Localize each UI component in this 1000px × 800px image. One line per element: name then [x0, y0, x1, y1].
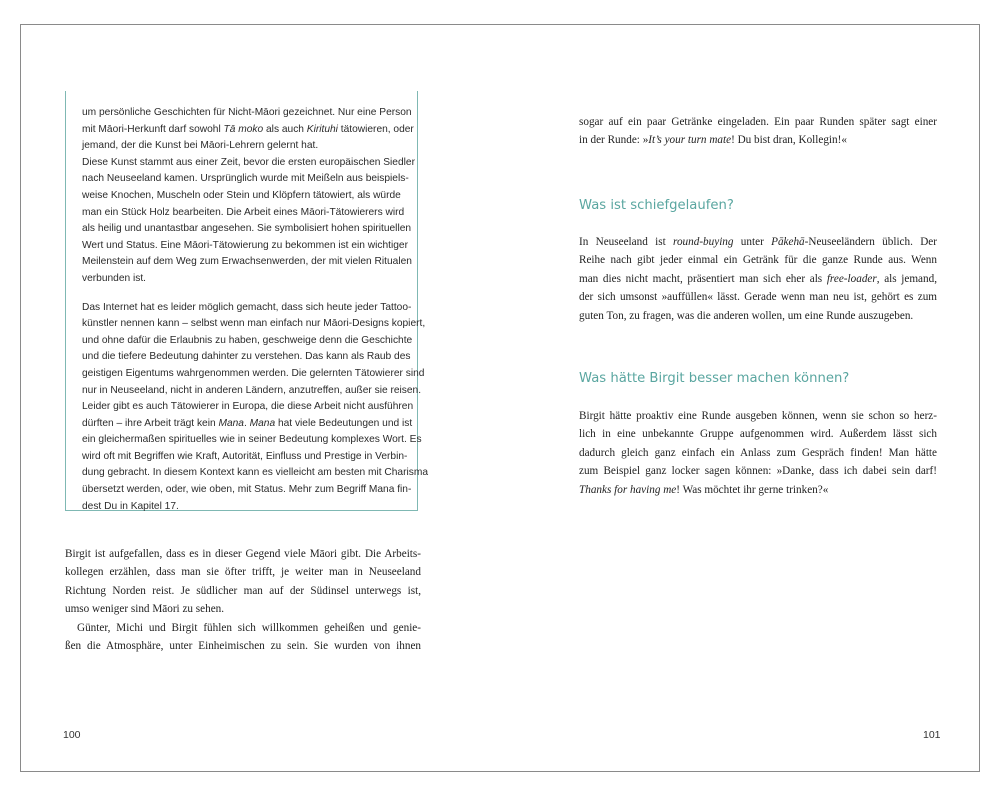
text-line: Wert und Status. Eine Māori-Tätowierung zu bekommen ist ein wichtiger: [82, 239, 408, 251]
text-line: nur in Neuseeland, nicht in anderen Ländern, anzutreffen, außer sie reisen.: [82, 384, 422, 396]
text-line: wird oft mit Begriffen wie Kraft, Autorität, Einfluss und Prestige in Verbin-: [82, 450, 408, 462]
text-line: ein gleichermaßen spirituelles wie in seiner Bedeutung komplexes Wort. Es: [82, 434, 422, 446]
italic-phrase: Pākehā: [771, 236, 805, 248]
text-line: um persönliche Geschichten für Nicht-Māori gezeichnet. Nur eine Person: [82, 107, 412, 118]
text-line: kollegen erzählen, dass man sie öfter trifft, je weiter man in Neuseeland: [65, 566, 421, 579]
text-line: Leider gibt es auch Tätowierer in Europa, die diese Arbeit nicht ausführen: [82, 401, 414, 413]
text-fragment: In Neuseeland ist: [579, 236, 673, 248]
text-line: geistigen Eigentums wahrgenommen werden. Die gelernten Tätowierer sind: [82, 367, 425, 379]
text-fragment: , als jemand,: [876, 272, 938, 285]
text-line: dest Du in Kapitel 17.: [82, 500, 179, 512]
text-fragment: unter: [733, 236, 772, 248]
text-line: [579, 270, 937, 288]
italic-phrase: It’s your turn mate: [648, 134, 732, 147]
text-line: dürften – ihre Arbeit trägt kein Mana. Mana hat viele Bedeutungen und ist: [82, 417, 413, 429]
text-line: mit Māori-Herkunft darf sowohl Tā moko als auch Kirituhi tätowieren, oder: [82, 123, 414, 135]
text-line: Günter, Michi und Birgit fühlen sich willkommen geheißen und genie-: [77, 621, 421, 634]
text-line: der sich umsonst »auffüllen« lässt. Gerade wenn man neu ist, gehört es zum: [579, 291, 937, 304]
text-line: Meilenstein auf dem Weg zum Erwachsenwerden, der mit vielen Ritualen: [82, 256, 412, 268]
text-line: ßen die Atmosphäre, unter Einheimischen zu sein. Sie wurden von ihnen: [65, 640, 421, 653]
page-number-right: 101: [923, 729, 941, 741]
text-line: verbunden ist.: [82, 272, 146, 284]
text-fragment: man dies nicht macht, präsentiert man sich eher als: [579, 272, 827, 285]
italic-phrase: Thanks for having me: [579, 483, 677, 496]
text-line: übersetzt werden, oder, wie oben, mit Status. Mehr zum Begriff Mana fin-: [82, 484, 412, 496]
text-line: [579, 233, 937, 251]
italic-phrase: round-buying: [673, 236, 734, 248]
right-page: [21, 25, 979, 771]
text-line: weise Knochen, Muscheln oder Stein und Klöpfern tätowiert, als würde: [82, 189, 401, 201]
right-intro-text: [579, 113, 937, 150]
text-line: man ein Stück Holz bearbeiten. Die Arbeit eines Māori-Tätowierers wird: [82, 206, 405, 218]
text-line: Richtung Norden reist. Je südlicher man auf der Südinsel unterwegs ist,: [65, 584, 421, 597]
section-heading-2: Was hätte Birgit besser machen können?: [579, 371, 850, 386]
text-line: dung gebracht. In diesem Kontext kann es vielleicht am besten mit Charisma: [82, 467, 428, 479]
text-fragment: ! Was möchtet ihr gerne trinken?«: [676, 483, 829, 496]
text-line: jemand, der die Kunst bei Māori-Lehrern gelernt hat.: [82, 140, 319, 152]
section-2-body: [579, 407, 937, 499]
text-line: [579, 131, 937, 149]
text-line: sogar auf ein paar Getränke eingeladen. Ein paar Runden später sagt einer: [579, 116, 937, 128]
text-line: umso weniger sind Māori zu sehen.: [65, 603, 225, 616]
text-line: guten Ton, zu fragen, was die anderen wollen, um eine Runde auszugeben.: [579, 309, 914, 322]
text-line: nach Neuseeland kamen. Ursprünglich wurde mit Meißeln aus beispiels-: [82, 173, 409, 185]
text-line: [579, 481, 937, 499]
text-line: und ohne dafür die Erlaubnis zu haben, geschweige denn die Geschichte: [82, 334, 413, 346]
text-line: Birgit ist aufgefallen, dass es in dieser Gegend viele Māori gibt. Die Arbeits-: [65, 548, 421, 560]
text-line: Reihe nach gibt jeder einmal ein Getränk für die ganze Runde aus. Wenn: [579, 254, 937, 267]
text-line: Birgit hätte proaktiv eine Runde ausgeben können, wenn sie schon so herz-: [579, 410, 937, 422]
page-number-left: 100: [63, 729, 81, 741]
text-fragment: in der Runde: »: [579, 134, 649, 147]
text-line: künstler nennen kann – selbst wenn man einfach nur Māori-Designs kopiert,: [82, 318, 426, 330]
text-line: und die tiefere Bedeutung dahinter zu verstehen. Das kann als Raub des: [82, 351, 411, 363]
text-fragment: -Neuseeländern üblich. Der: [804, 236, 937, 248]
book-spread: [20, 24, 980, 772]
text-line: dadurch gleich ganz einfach ein Anlass zum Gespräch finden! Man hätte: [579, 446, 937, 459]
text-line: zum Beispiel ganz locker sagen können: »Danke, dass ich dabei sein darf!: [579, 465, 937, 478]
section-heading-1: Was ist schiefgelaufen?: [579, 198, 734, 213]
text-line: Das Internet hat es leider möglich gemacht, dass sich heute jeder Tattoo-: [82, 301, 412, 313]
text-line: lich in eine unbekannte Gruppe aufgenommen wird. Außerdem lässt sich: [579, 428, 937, 441]
text-fragment: ! Du bist dran, Kollegin!«: [731, 134, 847, 147]
section-1-body: [579, 233, 937, 325]
italic-phrase: free-loader: [826, 272, 877, 285]
text-line: als heilig und unantastbar angesehen. Sie symbolisiert hohen spirituellen: [82, 223, 412, 235]
text-line: Diese Kunst stammt aus einer Zeit, bevor die ersten europäischen Siedler: [82, 156, 415, 168]
